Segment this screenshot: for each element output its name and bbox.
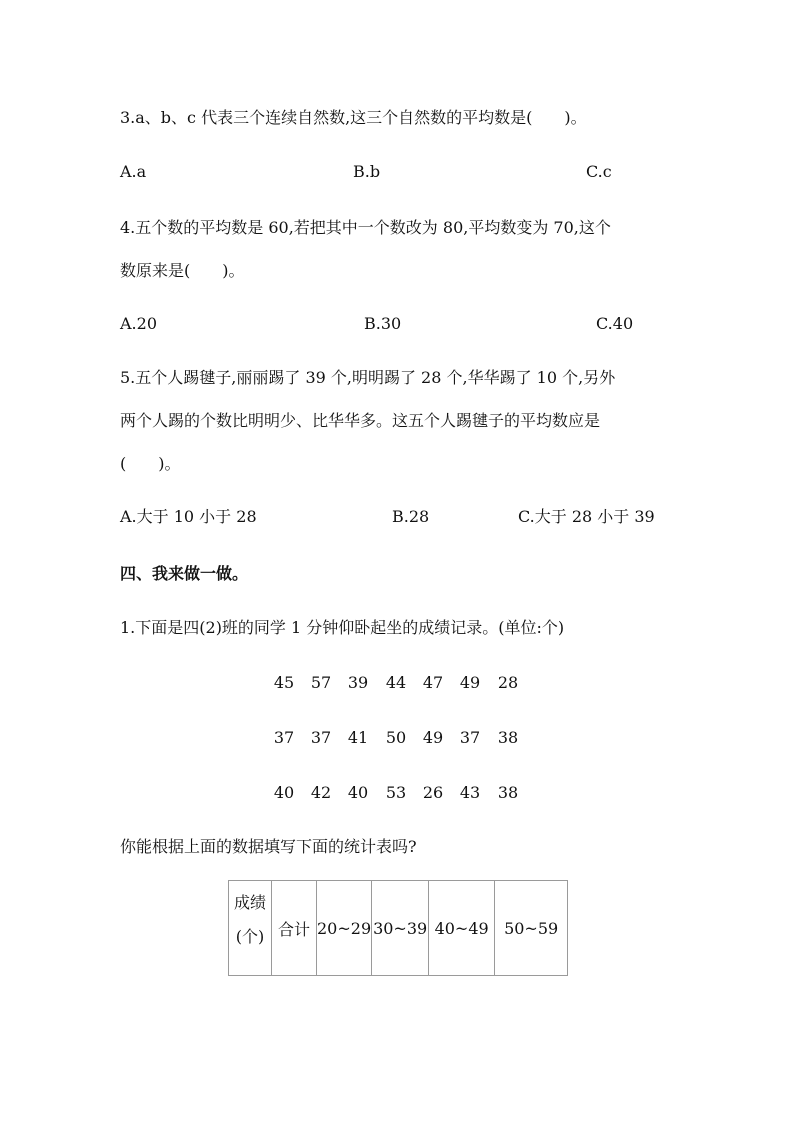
statistics-table	[228, 880, 568, 976]
question-5-text-line-3: ( )。	[120, 454, 181, 473]
question-3-option-a[interactable]: A.a	[120, 162, 147, 181]
question-4-text-line-1: 4.五个数的平均数是 60,若把其中一个数改为 80,平均数变为 70,这个	[120, 218, 611, 237]
table-header-range-20-29: 20~29	[317, 881, 372, 976]
data-cell: 37	[273, 728, 295, 747]
fill-table-question: 你能根据上面的数据填写下面的统计表吗?	[120, 837, 417, 856]
question-3-option-c[interactable]: C.c	[586, 162, 612, 181]
table-header-total: 合计	[272, 881, 317, 976]
data-cell: 28	[497, 673, 519, 692]
table-header-score-line-1: 成绩	[233, 893, 266, 912]
data-cell: 41	[347, 728, 369, 747]
table-header-score-line-2: (个)	[235, 927, 265, 946]
table-row	[229, 881, 568, 976]
question-4-option-a[interactable]: A.20	[120, 314, 157, 333]
data-cell: 43	[459, 783, 481, 802]
question-5-option-c[interactable]: C.大于 28 小于 39	[518, 507, 655, 526]
data-cell: 44	[385, 673, 407, 692]
data-cell: 37	[310, 728, 332, 747]
data-cell: 49	[422, 728, 444, 747]
data-cell: 40	[273, 783, 295, 802]
question-5-text-line-1: 5.五个人踢毽子,丽丽踢了 39 个,明明踢了 28 个,华华踢了 10 个,另外	[120, 368, 616, 387]
question-3-option-b[interactable]: B.b	[353, 162, 381, 181]
data-cell: 57	[310, 673, 332, 692]
data-cell: 39	[347, 673, 369, 692]
table-header-range-30-39: 30~39	[372, 881, 429, 976]
data-cell: 50	[385, 728, 407, 747]
question-3-text: 3.a、b、c 代表三个连续自然数,这三个自然数的平均数是( )。	[120, 108, 587, 127]
question-4-option-b[interactable]: B.30	[364, 314, 402, 333]
section-title: 四、我来做一做。	[120, 564, 249, 583]
data-cell: 53	[385, 783, 407, 802]
data-cell: 49	[459, 673, 481, 692]
data-cell: 26	[422, 783, 444, 802]
data-cell: 47	[422, 673, 444, 692]
question-5-option-b[interactable]: B.28	[392, 507, 430, 526]
table-header-score	[229, 881, 272, 976]
table-header-range-40-49: 40~49	[429, 881, 495, 976]
question-5-option-a[interactable]: A.大于 10 小于 28	[120, 507, 257, 526]
data-cell: 38	[497, 783, 519, 802]
data-cell: 45	[273, 673, 295, 692]
data-cell: 38	[497, 728, 519, 747]
problem-1-text: 1.下面是四(2)班的同学 1 分钟仰卧起坐的成绩记录。(单位:个)	[120, 618, 565, 637]
data-cell: 37	[459, 728, 481, 747]
table-header-range-50-59: 50~59	[495, 881, 568, 976]
question-5-text-line-2: 两个人踢的个数比明明少、比华华多。这五个人踢毽子的平均数应是	[120, 411, 601, 430]
question-4-text-line-2: 数原来是( )。	[120, 261, 245, 280]
question-4-option-c[interactable]: C.40	[596, 314, 634, 333]
data-cell: 42	[310, 783, 332, 802]
data-cell: 40	[347, 783, 369, 802]
